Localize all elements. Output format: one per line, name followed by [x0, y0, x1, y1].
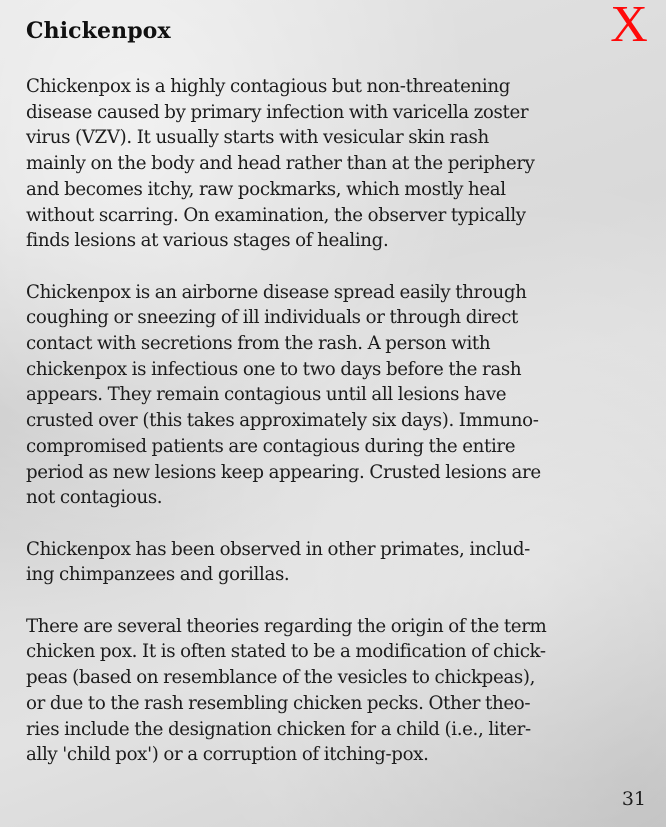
body-text: [26, 74, 646, 794]
close-button[interactable]: X: [610, 0, 648, 53]
paragraph-transmission: Chickenpox is an airborne disease spread easily through coughing or sneezing of ill individuals or through direct contact with secretions from the rash. A person with chickenpox is infectious one to two days before the rash appears. They remain contagious until all lesions have crusted over (this takes approximately six days). Immuno- compromised patients are contagious during the entire period as new lesions keep appearing. Crusted lesions are not contagious.: [26, 281, 541, 509]
paragraph-symptoms: Chickenpox is a highly contagious but non-threatening disease caused by primary infection with varicella zoster virus (VZV). It usually starts with vesicular skin rash mainly on the body and head rather than at the periphery and becomes itchy, raw pockmarks, which mostly heal without scarring. On examination, the observer typically finds lesions at various stages of healing.: [26, 76, 535, 252]
paragraph-etymology: There are several theories regarding the origin of the term chicken pox. It is often stated to be a modification of chick- peas (based on resemblance of the vesicles to chickpeas), or due to the rash resembling chicken pecks. Other theo- ries include the designation chicken for a child (i.e., liter- ally 'child pox') or a corruption of itching-pox.: [26, 615, 547, 766]
page-title: Chickenpox: [26, 18, 171, 44]
page-number: 31: [621, 788, 646, 810]
paragraph-primates: Chickenpox has been observed in other primates, includ- ing chimpanzees and gorillas.: [26, 538, 530, 586]
